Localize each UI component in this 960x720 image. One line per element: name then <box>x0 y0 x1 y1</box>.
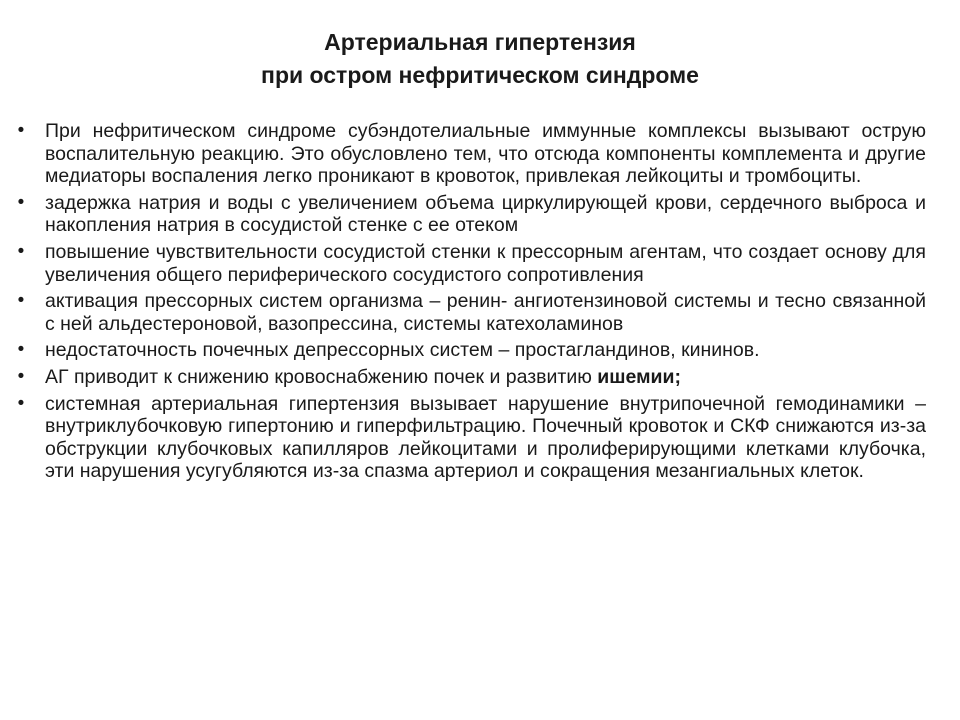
bullet-list <box>14 120 926 487</box>
bullet-item <box>14 366 926 389</box>
bullet-item <box>14 241 926 286</box>
bullet-text: недостаточность почечных депрессорных систем – простагландинов, кининов. <box>45 339 760 362</box>
bullet-text: задержка натрия и воды с увеличением объема циркулирующей крови, сердечного выброса и накопления натрия в сосудистой стенке с ее отеком <box>45 191 926 237</box>
bullet-marker: • <box>17 392 25 414</box>
bullet-marker: • <box>17 120 25 141</box>
bullet-text <box>45 366 926 389</box>
bullet-item <box>14 290 926 335</box>
title-line-1: Артериальная гипертензия <box>324 29 636 55</box>
bullet-item <box>14 393 926 483</box>
bullet-text: активация прессорных систем организма – ренин- ангиотензиновой системы и тесно связанной с ней альдестероновой, вазопрессина, системы катехоламинов <box>45 290 926 335</box>
bullet-item <box>14 120 926 188</box>
bullet-text-regular: АГ приводит к снижению кровоснабжению почек и развитию <box>45 365 598 388</box>
slide-title <box>0 26 960 92</box>
bullet-marker: • <box>17 191 25 213</box>
bullet-marker: • <box>17 290 25 312</box>
bullet-text: повышение чувствительности сосудистой стенки к прессорным агентам, что создает основу для увеличения общего периферического сосудистого сопротивления <box>45 240 926 286</box>
bullet-marker: • <box>17 240 25 262</box>
bullet-item <box>14 339 926 362</box>
bullet-text-bold: ишемии; <box>597 365 682 388</box>
bullet-text: системная артериальная гипертензия вызывает нарушение внутрипочечной гемодинамики – внутриклубочковую гипертонию и гиперфильтрацию. Почечный кровоток и СКФ снижаются из-за обструкции клубочковых капилляров лейкоцитами и пролиферирующими клетками клубочка, эти нарушения усугубляются из-за спазма артериол и сокращения мезангиальных клеток. <box>45 392 926 483</box>
bullet-marker: • <box>17 365 25 387</box>
bullet-text: При нефритическом синдроме субэндотелиальные иммунные комплексы вызывают острую воспалительную реакцию. Это обусловлено тем, что отсюда компоненты комплемента и другие медиаторы воспаления легко проникают в кровоток, привлекая лейкоциты и тромбоциты. <box>45 120 926 188</box>
title-line-2: при остром нефритическом синдроме <box>261 62 699 88</box>
bullet-item <box>14 192 926 237</box>
bullet-marker: • <box>17 339 25 361</box>
